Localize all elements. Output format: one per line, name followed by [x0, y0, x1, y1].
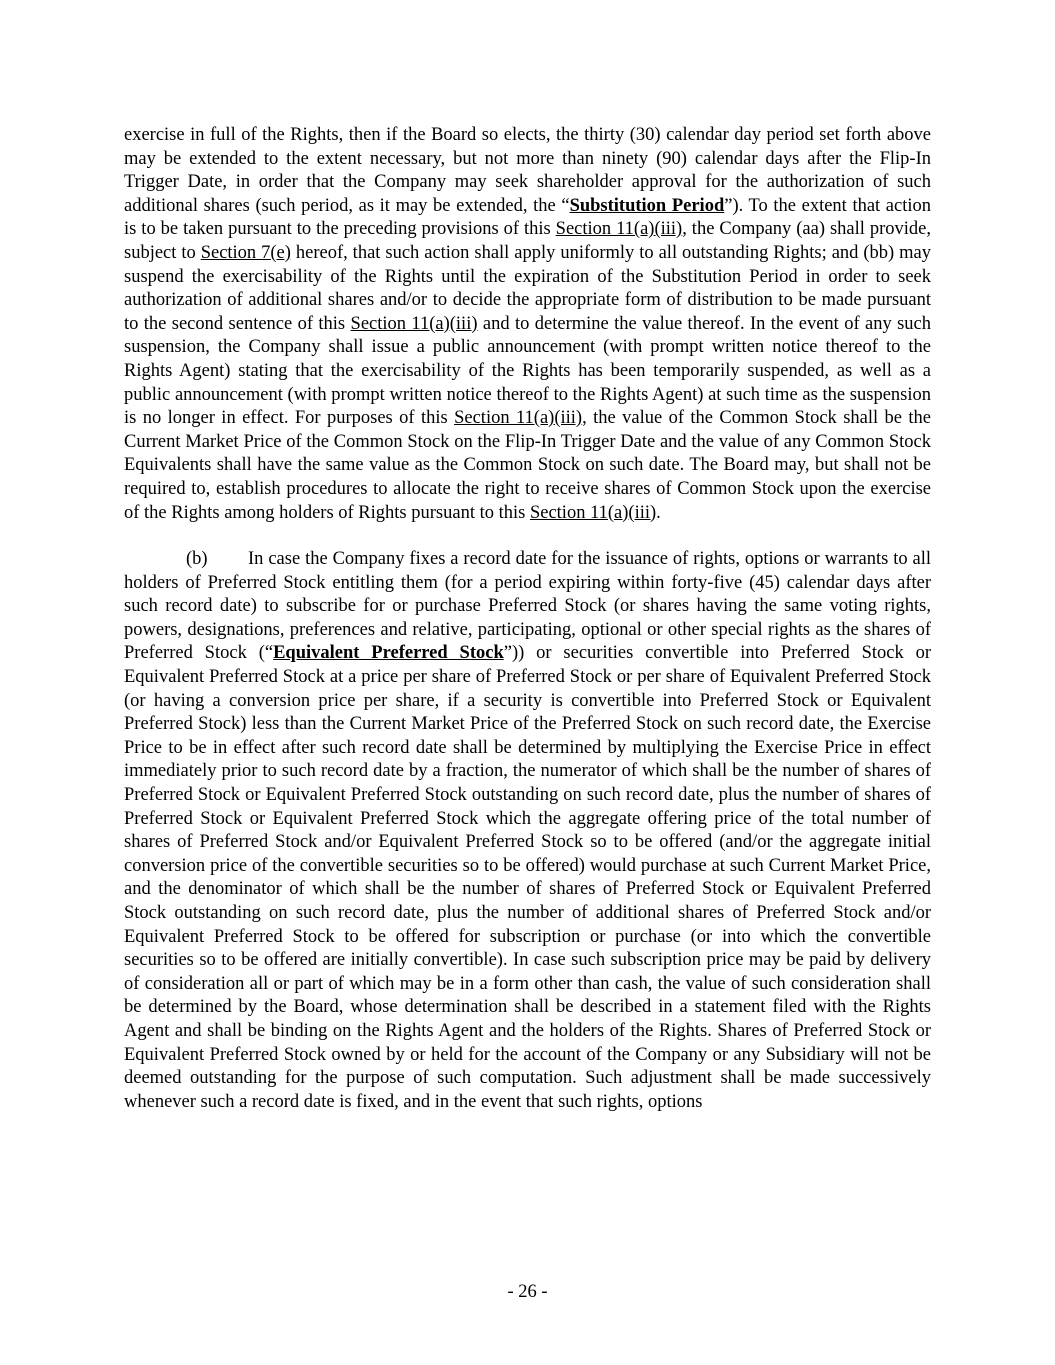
section-reference: Section 11(a)(iii)	[454, 408, 583, 429]
section-reference: Section 11(a)(iii)	[350, 313, 478, 334]
paragraph-b-preferred-stock-rights	[124, 548, 931, 1114]
text-run: , the value of the Common Stock shall be the Current Market Price of the Common Stock on the Flip-In Trigger Date and the value of any Common Stock Equivalents shall have the same value as the Common Stock on such date. The Board may, but shall not be required to, establish procedures to allocate the right to receive shares of Common Stock upon the exercise of the Rights among holders of Rights pursuant to this	[124, 408, 931, 523]
text-run: .	[656, 502, 661, 523]
defined-term-substitution-period: Substitution Period	[569, 195, 725, 216]
defined-term-equivalent-preferred-stock: Equivalent Preferred Stock	[273, 643, 504, 664]
paragraph-marker: (b)	[186, 549, 208, 570]
section-reference: Section 7(e)	[200, 242, 291, 263]
section-reference: Section 11(a)(iii)	[555, 219, 683, 240]
text-run: and to determine the value thereof. In the event of any such suspension, the Company shall issue a public announcement (with prompt written notice thereof to the Rights Agent) stating that the exercisability of the Rights has been temporarily suspended, as well as a public announcement (with prompt written notice thereof to the Rights Agent) at such time as the suspension is no longer in effect. For purposes of this	[124, 313, 932, 429]
section-reference: Section 11(a)(iii)	[529, 502, 657, 523]
text-run: ”)) or securities convertible into Preferred Stock or Equivalent Preferred Stock at a price per share of Preferred Stock or per share of Equivalent Preferred Stock (or having a conversion price per share, if a security is convertible into Preferred Stock or Equivalent Preferred Stock) less than the Current Market Price of the Preferred Stock on such record date, the Exercise Price to be in effect after such record date shall be determined by multiplying the Exercise Price in effect immediately prior to such record date by a fraction, the numerator of which shall be the number of shares of Preferred Stock or Equivalent Preferred Stock outstanding on such record date, plus the number of shares of Preferred Stock or Equivalent Preferred Stock which the aggregate offering price of the total number of shares of Preferred Stock and/or Equivalent Preferred Stock so to be offered (and/or the aggregate initial conversion price of the convertible securities so to be offered) would purchase at such Current Market Price, and the denominator of which shall be the number of shares of Preferred Stock or Equivalent Preferred Stock outstanding on such record date, plus the number of additional shares of Preferred Stock and/or Equivalent Preferred Stock to be offered for subscription or purchase (or into which the convertible securities so to be offered are initially convertible). In case such subscription price may be paid by delivery of consideration all or part of which may be in a form other than cash, the value of such consideration shall be determined by the Board, whose determination shall be described in a statement filed with the Rights Agent and shall be binding on the Rights Agent and the holders of the Rights. Shares of Preferred Stock or Equivalent Preferred Stock owned by or held for the account of the Company or any Subsidiary will not be deemed outstanding for the purpose of such computation. Such adjustment shall be made successively whenever such a record date is fixed, and in the event that such rights, options	[124, 643, 932, 1112]
text-run: hereof, that such action shall apply uniformly to all outstanding Rights; and (bb) may suspend the exercisability of the Rights until the expiration of the Substitution Period in order to seek authorization of additional shares and/or to decide the appropriate form of distribution to be made pursuant to the second sentence of this	[124, 242, 931, 334]
text-run: In case the Company fixes a record date for the issuance of rights, options or warrants to all holders of Preferred Stock entitling them (for a period expiring within forty-five (45) calendar days after such record date) to subscribe for or purchase Preferred Stock (or shares having the same voting rights, powers, designations, preferences and relative, participating, optional or other special rights as the shares of Preferred Stock (“	[124, 549, 931, 664]
paragraph-substitution-period	[124, 124, 931, 525]
document-body	[124, 124, 931, 1114]
text-run: , the Company (aa) shall provide, subject to	[124, 219, 931, 263]
page-number: - 26 -	[507, 1282, 548, 1302]
text-run: ”). To the extent that action is to be taken pursuant to the preceding provisions of this	[124, 195, 932, 240]
text-run: exercise in full of the Rights, then if the Board so elects, the thirty (30) calendar day period set forth above may be extended to the extent necessary, but not more than ninety (90) calendar days after the Flip-In Trigger Date, in order that the Company may seek shareholder approval for the authorization of such additional shares (such period, as it may be extended, the “	[124, 125, 931, 216]
